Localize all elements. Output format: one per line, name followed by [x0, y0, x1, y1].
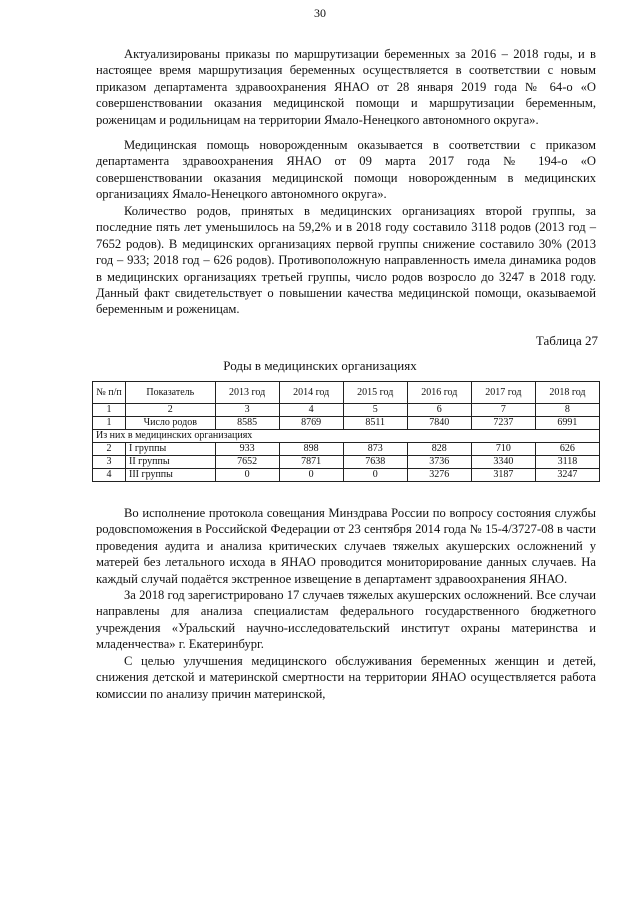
table-cell: 933	[215, 443, 279, 456]
table-cell: 8585	[215, 417, 279, 430]
table-cell: 4	[93, 469, 126, 482]
table-title: Роды в медицинских организациях	[223, 358, 417, 373]
table-cell: 0	[215, 469, 279, 482]
table-cell: 6	[407, 404, 471, 417]
table-cell: 2	[126, 404, 216, 417]
header-cell: 2017 год	[471, 382, 535, 404]
header-cell: 2014 год	[279, 382, 343, 404]
table-cell: 626	[535, 443, 599, 456]
paragraph-severe-complications	[96, 587, 596, 653]
header-cell: № п/п	[93, 382, 126, 404]
table-cell: 710	[471, 443, 535, 456]
table-cell: 7	[471, 404, 535, 417]
table-cell: 8769	[279, 417, 343, 430]
table-cell: 8511	[343, 417, 407, 430]
header-cell: 2015 год	[343, 382, 407, 404]
table-cell: 3187	[471, 469, 535, 482]
table-cell: 7871	[279, 456, 343, 469]
table-cell: 7840	[407, 417, 471, 430]
table-cell: 7652	[215, 456, 279, 469]
table-cell: 1	[93, 404, 126, 417]
paragraph-text: Актуализированы приказы по маршрутизации беременных за 2016 – 2018 годы, и в настоящее время маршрутизация беременных осуществляется в соответствии с новым приказом департамента здравоохранения ЯНАО от 28 января 2019 года № 64-о «О совершенствовании оказания медицинской помощи и маршрутизации беременным, роженицам и родильницам на территории Ямало-Ненецкого автономного округа».	[96, 47, 596, 127]
paragraph-audit-protocol	[96, 505, 596, 587]
table-cell: 3276	[407, 469, 471, 482]
table-cell: Число родов	[126, 417, 216, 430]
table-cell: 0	[279, 469, 343, 482]
header-cell: Показатель	[126, 382, 216, 404]
paragraph-births-dynamics	[96, 203, 596, 318]
header-cell: 2018 год	[535, 382, 599, 404]
table-cell: 5	[343, 404, 407, 417]
table-index-row	[93, 404, 600, 417]
table-cell: 3	[93, 456, 126, 469]
paragraph-text: За 2018 год зарегистрировано 17 случаев тяжелых акушерских осложнений. Все случаи направлены для анализа специалистам федерального государственного бюджетного учреждения «Уральский научно-исследовательский институт охраны материнства и младенчества» г. Екатеринбург.	[96, 588, 596, 652]
table-cell: 7237	[471, 417, 535, 430]
table-number: Таблица 27	[535, 333, 598, 348]
births-table	[92, 381, 600, 482]
table-cell: II группы	[126, 456, 216, 469]
table-cell: 4	[279, 404, 343, 417]
table-cell: 6991	[535, 417, 599, 430]
table-cell: 7638	[343, 456, 407, 469]
table-cell: 828	[407, 443, 471, 456]
table-row-group-2	[93, 456, 600, 469]
table-row-group-3	[93, 469, 600, 482]
paragraph-text: С целью улучшения медицинского обслуживания беременных женщин и детей, снижения детской и материнской смертности на территории ЯНАО осуществляется работа комиссии по анализу причин материнской,	[96, 654, 596, 701]
table-cell: 1	[93, 417, 126, 430]
paragraph-newborn-care	[96, 137, 596, 203]
header-cell: 2013 год	[215, 382, 279, 404]
table-cell: 0	[343, 469, 407, 482]
paragraph-routing-orders	[96, 46, 596, 128]
table-subheader-row	[93, 430, 600, 443]
paragraph-text: Во исполнение протокола совещания Минздрава России по вопросу состояния службы родовспоможения в Российской Федерации от 23 сентября 2014 года № 15-4/3727-08 в части проведения аудита и анализа критических случаев тяжелых акушерских осложнений у матерей без летального исхода в ЯНАО проводится мониторирование данных случаев. На каждый случай подаётся экстренное извещение в департамент здравоохранения ЯНАО.	[96, 506, 596, 586]
table-header-row	[93, 382, 600, 404]
table-cell: 898	[279, 443, 343, 456]
table-cell: III группы	[126, 469, 216, 482]
table-subheader: Из них в медицинских организациях	[93, 430, 600, 443]
header-cell: 2016 год	[407, 382, 471, 404]
table-cell: I группы	[126, 443, 216, 456]
table-cell: 3247	[535, 469, 599, 482]
table-row-group-1	[93, 443, 600, 456]
table-cell: 2	[93, 443, 126, 456]
table-cell: 3118	[535, 456, 599, 469]
paragraph-commission	[96, 653, 596, 702]
paragraph-text: Медицинская помощь новорожденным оказывается в соответствии с приказом департамента здравоохранения ЯНАО от 09 марта 2017 года № 194-о «О совершенствовании оказания медицинской помощи новорожденным в медицинских организациях Ямало-Ненецкого автономного округа».	[96, 138, 596, 202]
table-row-total-births	[93, 417, 600, 430]
table-cell: 3	[215, 404, 279, 417]
table-cell: 3736	[407, 456, 471, 469]
table-cell: 8	[535, 404, 599, 417]
page-number: 30	[314, 6, 326, 20]
table-cell: 873	[343, 443, 407, 456]
paragraph-text: Количество родов, принятых в медицинских организациях второй группы, за последние пять лет уменьшилось на 59,2% и в 2018 году составило 3118 родов (2013 год – 7652 родов). В медицинских организациях первой группы снижение составило 30% (2013 год – 933; 2018 год – 626 родов). Противоположную направленность имела динамика родов в медицинских организациях третьей группы, число родов возросло до 3247 в 2018 году. Данный факт свидетельствует о повышении качества медицинской помощи, оказываемой беременным и роженицам.	[96, 204, 596, 317]
table-cell: 3340	[471, 456, 535, 469]
